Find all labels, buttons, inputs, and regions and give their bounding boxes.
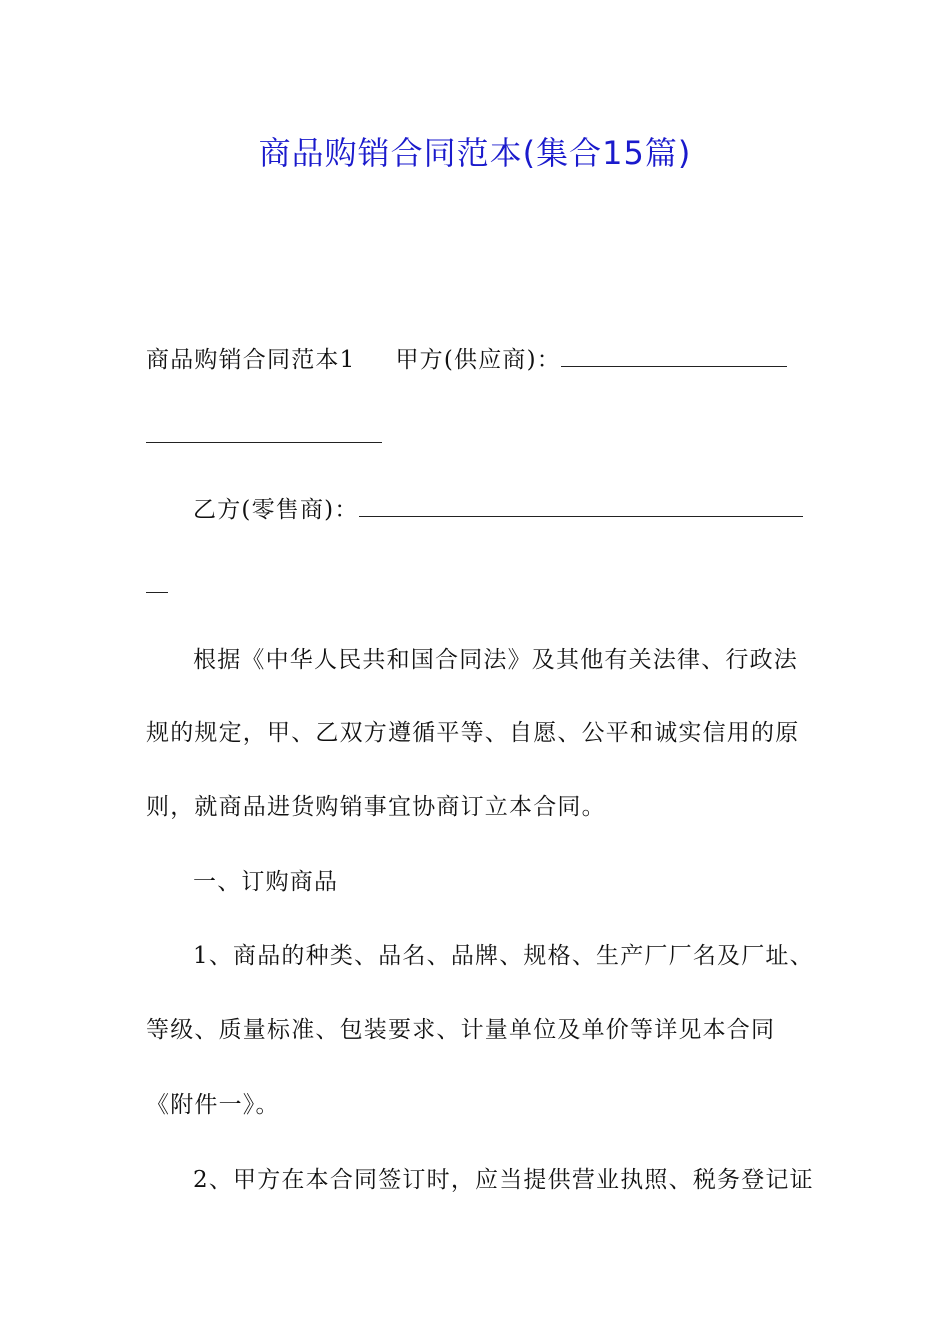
paragraph-line: 根据《中华人民共和国合同法》及其他有关法律、行政法 [193, 647, 798, 673]
clause-line: 2、甲方在本合同签订时，应当提供营业执照、税务登记证 [193, 1167, 814, 1193]
paragraph-line: 则，就商品进货购销事宜协商订立本合同。 [146, 794, 606, 820]
clause-line: 《附件一》。 [146, 1092, 280, 1118]
section-heading: 商品购销合同范本1 [146, 347, 356, 373]
party-b-line [193, 494, 803, 525]
party-a-blank-continued [146, 420, 382, 451]
party-a-blank-2 [146, 420, 382, 443]
clause-heading: 一、订购商品 [193, 869, 339, 895]
party-b-label: 乙方(零售商)： [193, 497, 359, 523]
party-b-blank-continued [146, 570, 168, 601]
document-title: 商品购销合同范本(集合15篇) [258, 134, 692, 172]
clause-line: 1、商品的种类、品名、品牌、规格、生产厂厂名及厂址、 [193, 943, 814, 969]
paragraph-line: 规的规定，甲、乙双方遵循平等、自愿、公平和诚实信用的原 [146, 720, 800, 746]
clause-line: 等级、质量标准、包装要求、计量单位及单价等详见本合同 [146, 1017, 776, 1043]
party-a-label: 甲方(供应商)： [395, 347, 561, 373]
party-b-blank-2 [146, 570, 168, 593]
party-b-blank [359, 494, 803, 517]
party-a-blank [561, 344, 787, 367]
party-a-line [146, 344, 787, 375]
